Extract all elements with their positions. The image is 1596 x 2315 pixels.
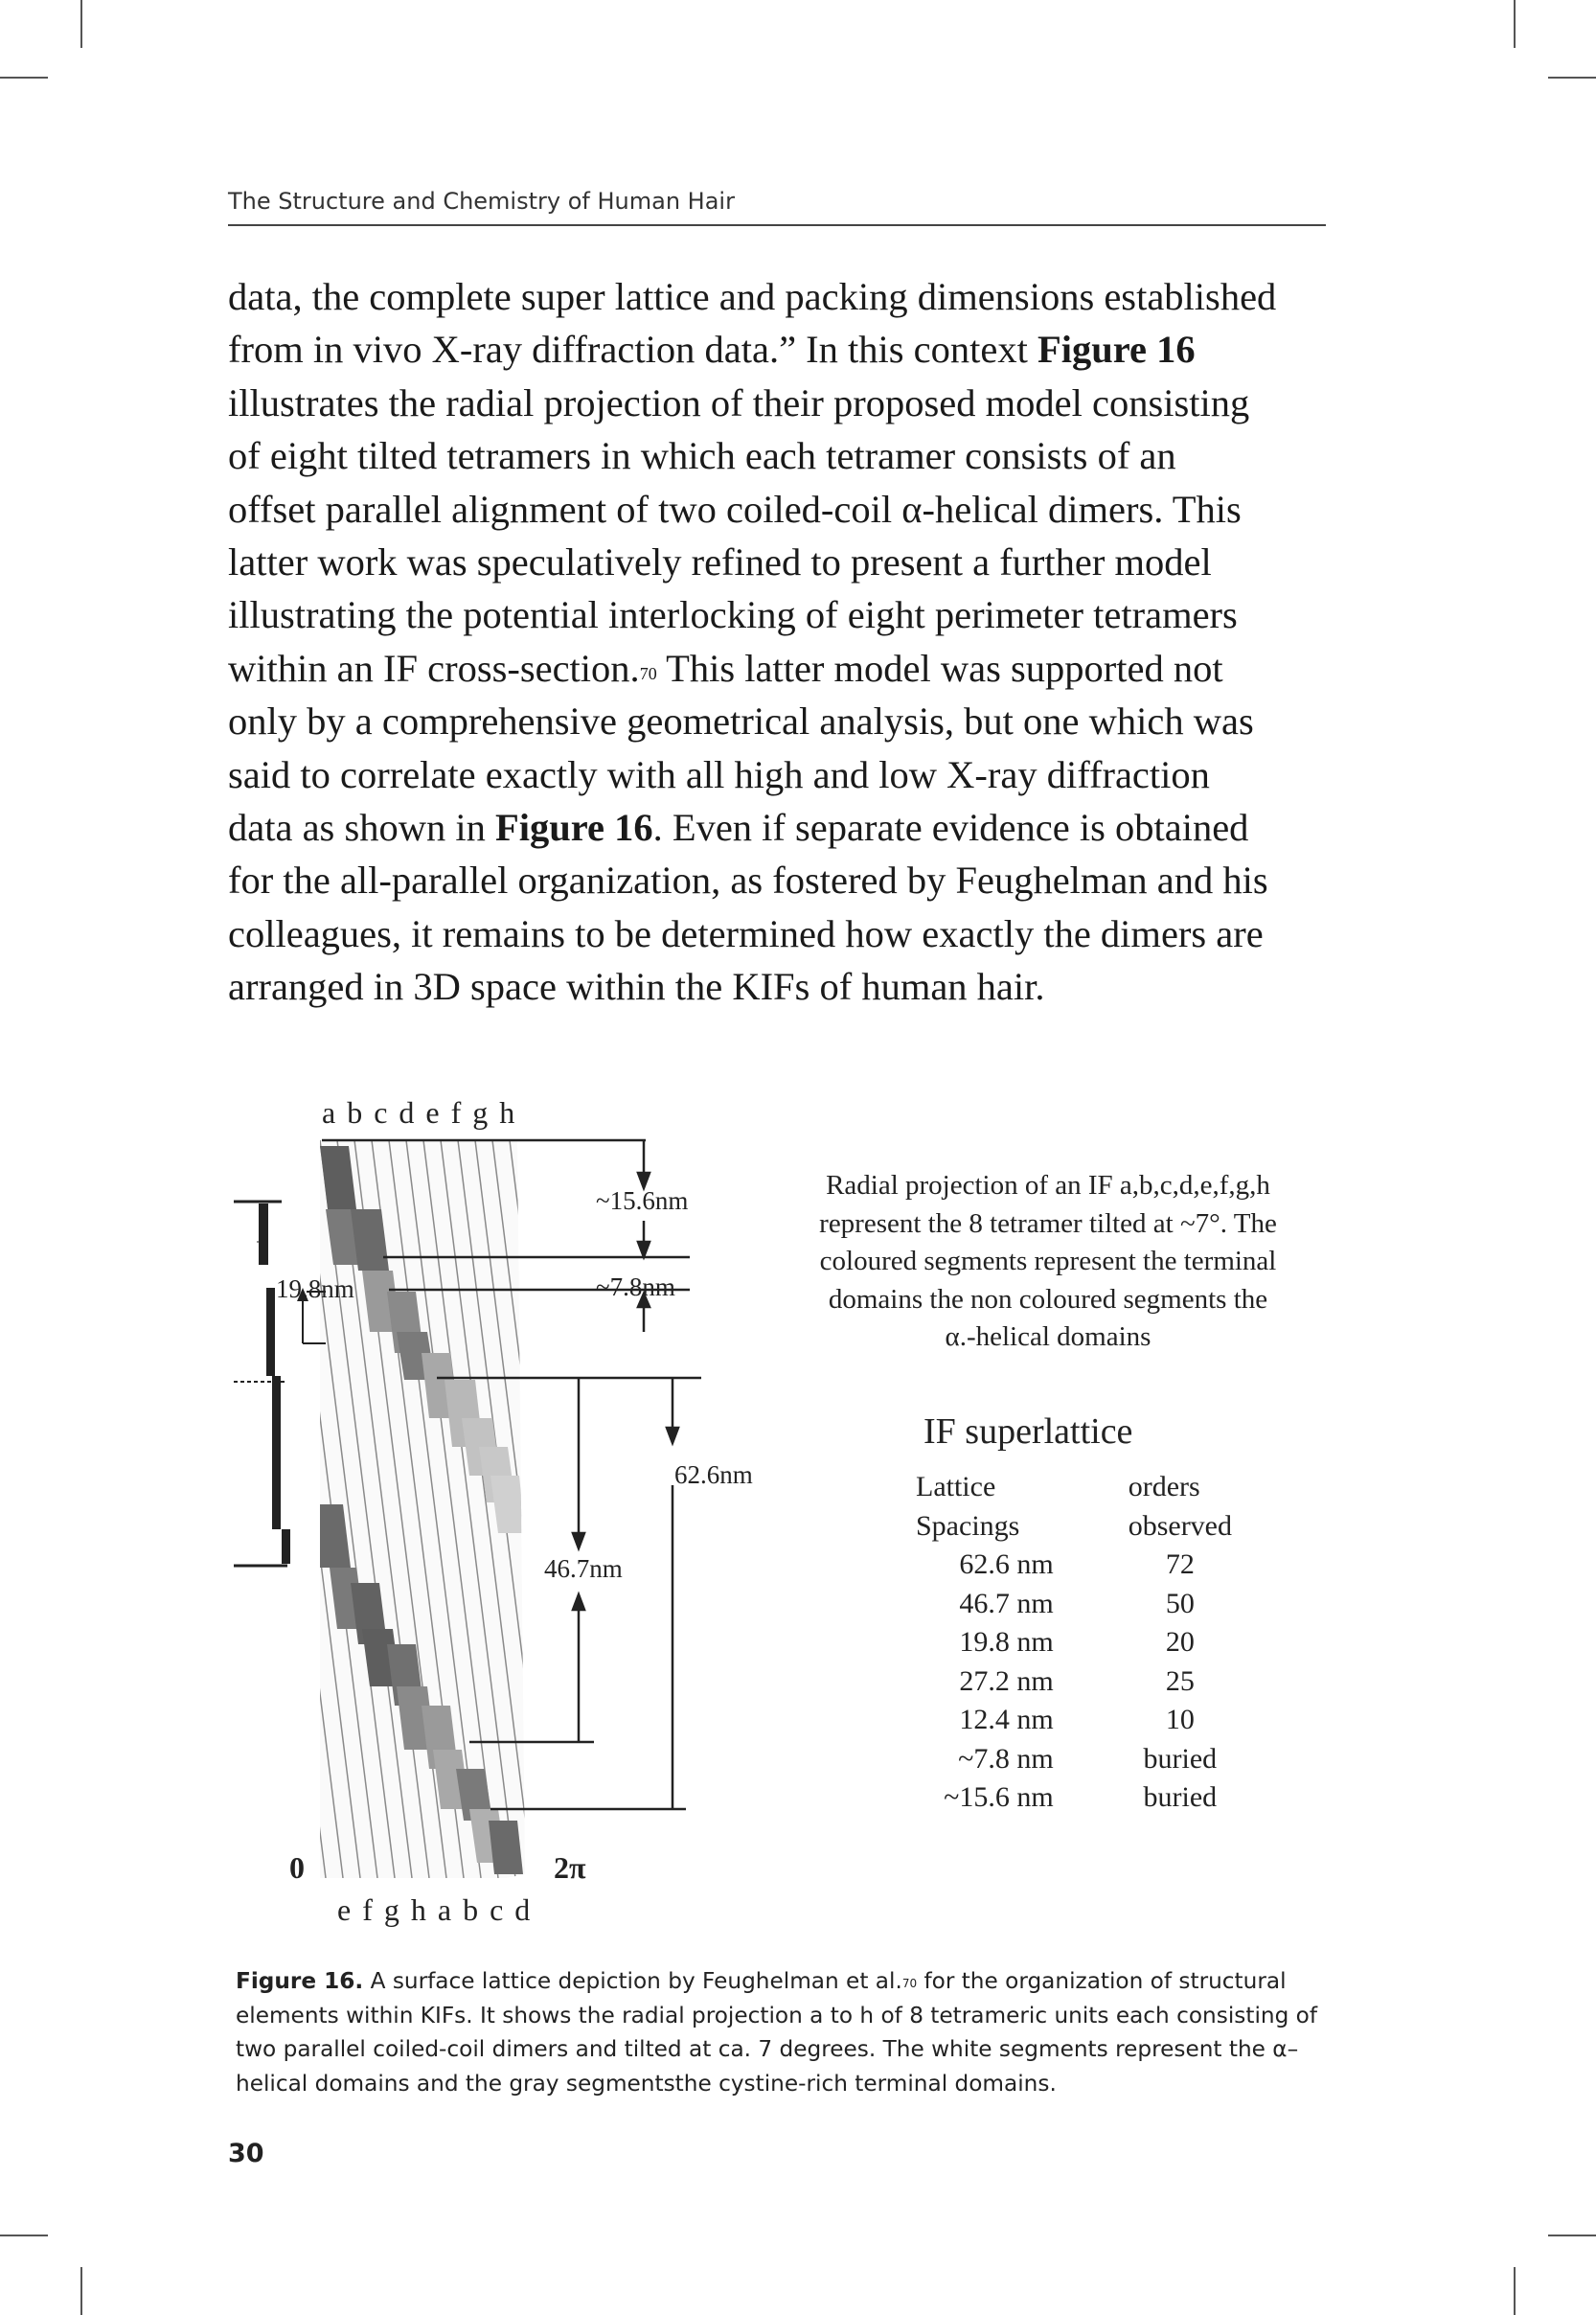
table-header-row [916, 1468, 1232, 1507]
body-line: arranged in 3D space within the KIFs of human hair. [228, 965, 1045, 1009]
table-row: 12.4 nm 10 [959, 1704, 1195, 1735]
dim-label-15-6: ~15.6nm [596, 1186, 689, 1215]
page-number: 30 [228, 2139, 264, 2168]
table-header-row [916, 1507, 1232, 1547]
table-row: 46.7 nm 50 [959, 1587, 1195, 1619]
body-line: latter work was speculatively refined to present a further model [228, 540, 1212, 584]
figure-caption: Figure 16. A surface lattice depiction by Feughelman et al.$^{70}$ for the organization of structural elements within KIFs. It shows the radial projection a to h of 8 tetrameric units each consisting of two parallel coiled-coil dimers and tilted at ca. 7 degrees. The white segments represent the α–helical domains and the gray segmentsthe cystine-rich terminal domains. [236, 1968, 1318, 2097]
dim-label-19-8: 19.8nm [276, 1274, 354, 1303]
table-row: 62.6 nm 72 [959, 1548, 1195, 1580]
two-pi-label: 2π [554, 1850, 586, 1885]
body-line: of eight tilted tetramers in which each tetramer consists of an [228, 434, 1176, 478]
description-line: α.-helical domains [945, 1321, 1151, 1352]
body-line: for the all-parallel organization, as fostered by Feughelman and his [228, 859, 1268, 903]
superlattice-table [916, 1468, 1232, 1818]
running-head: The Structure and Chemistry of Human Hair [228, 188, 1326, 226]
description-line: Radial projection of an IF a,b,c,d,e,f,g,h [826, 1170, 1270, 1201]
dim-label-46-7: 46.7nm [544, 1554, 623, 1583]
table-row: 19.8 nm 20 [959, 1626, 1195, 1658]
body-line: data, the complete super lattice and packing dimensions established [228, 275, 1277, 318]
table-row: ~15.6 nm buried [944, 1781, 1218, 1813]
body-line: illustrates the radial projection of their proposed model consisting [228, 380, 1250, 424]
lattice-strips [234, 1140, 602, 1878]
header-cell: observed [1128, 1509, 1232, 1542]
citation-superscript[interactable]: 70 [901, 1977, 918, 1990]
caption-label: Figure 16. [236, 1968, 364, 1994]
body-line: said to correlate exactly with all high and low X-ray diffraction [228, 752, 1210, 796]
top-strip-letters: a b c d e f g h [322, 1095, 517, 1130]
dim-label-7-8: ~7.8nm [596, 1272, 675, 1301]
header-cell: orders [1128, 1471, 1200, 1502]
body-line: from in vivo X-ray diffraction data.” In this context Figure 16 [228, 328, 1196, 372]
header-cell: Lattice [916, 1471, 996, 1502]
table-row: ~7.8 nm buried [958, 1742, 1218, 1775]
description-line: represent the 8 tetramer tilted at ~7°. The [819, 1207, 1277, 1239]
dim-label-62-6: 62.6nm [674, 1460, 753, 1489]
figure-reference[interactable]: Figure 16 [1037, 328, 1196, 372]
body-line: offset parallel alignment of two coiled-coil α-helical dimers. This [228, 487, 1242, 531]
body-line: within an IF cross-section.$^{70}$ This latter model was supported not [228, 646, 1223, 690]
description-line: coloured segments represent the terminal [819, 1246, 1277, 1276]
superlattice-title: IF superlattice [923, 1411, 1133, 1452]
bottom-strip-letters: e f g h a b c d [337, 1892, 533, 1927]
left-scale-bar [234, 1202, 326, 1566]
figure-reference[interactable]: Figure 16 [494, 806, 653, 850]
citation-superscript[interactable]: 70 [639, 663, 657, 683]
header-cell: Spacings [916, 1509, 1020, 1542]
figure-description [761, 1167, 1335, 1357]
body-line: only by a comprehensive geometrical analysis, but one which was [228, 699, 1254, 744]
table-row: 27.2 nm 25 [959, 1664, 1195, 1697]
description-line: domains the non coloured segments the [828, 1283, 1268, 1315]
body-line: data as shown in Figure 16. Even if separate evidence is obtained [228, 806, 1249, 850]
body-line: illustrating the potential interlocking of eight perimeter tetramers [228, 593, 1238, 637]
body-line: colleagues, it remains to be determined how exactly the dimers are [228, 911, 1264, 955]
zero-label: 0 [289, 1850, 305, 1885]
